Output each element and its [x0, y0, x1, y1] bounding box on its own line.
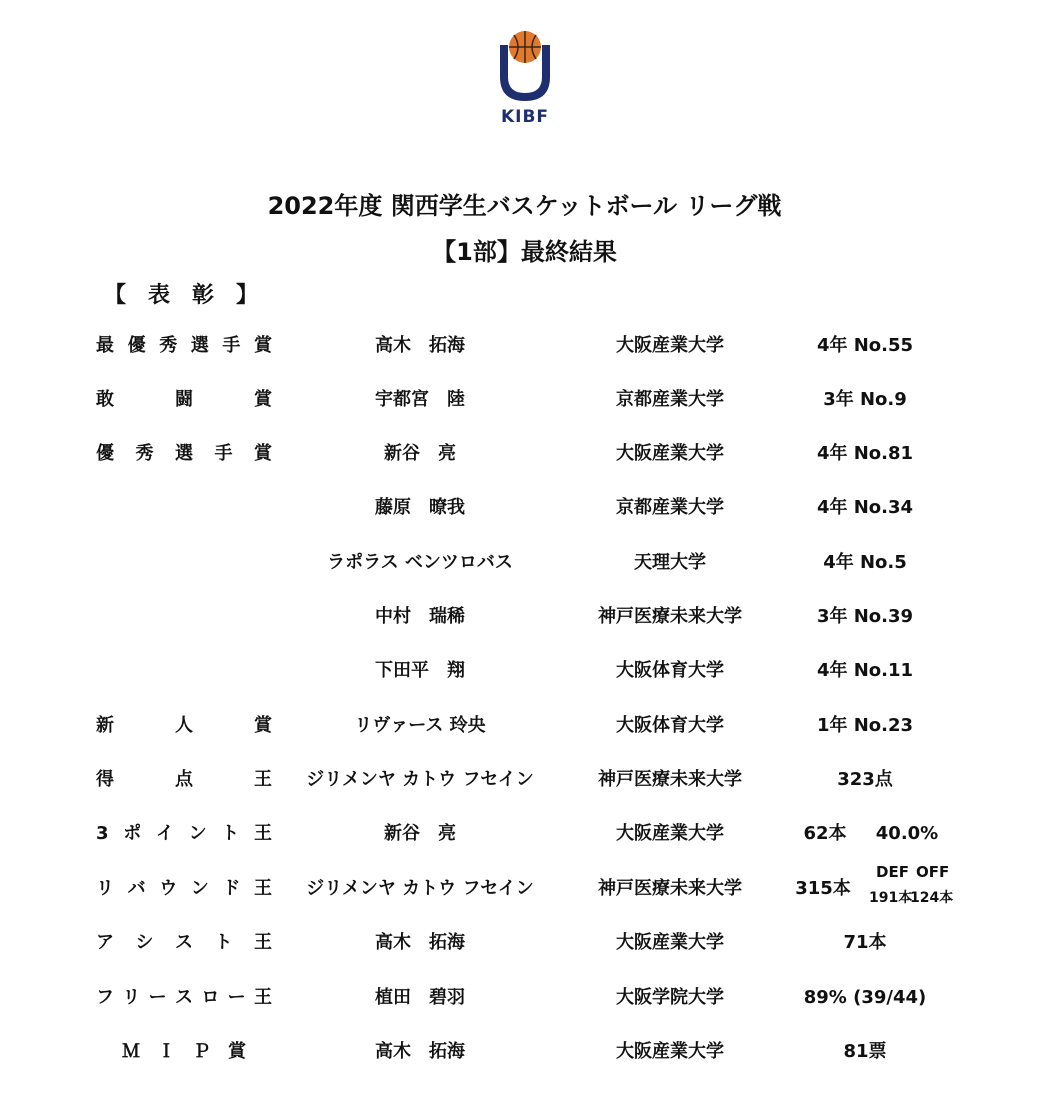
award-char: 点	[175, 769, 193, 790]
award-row	[0, 983, 1049, 1013]
award-stat: 315本	[795, 878, 851, 899]
award-row	[0, 1037, 1049, 1067]
award-char: Ｍ	[122, 1041, 140, 1062]
award-char: 3	[96, 823, 109, 844]
award-stat-percentage: 40.0%	[875, 823, 939, 844]
school-name: 天理大学	[634, 552, 706, 573]
school-name: 神戸医療未来大学	[598, 878, 742, 899]
player-name: ジリメンヤ カトウ フセイン	[306, 878, 534, 899]
award-char: 手	[214, 443, 233, 464]
award-char: フ	[96, 987, 114, 1008]
award-char: 手	[222, 335, 241, 356]
school-name: 大阪産業大学	[616, 1041, 724, 1062]
award-stat: 4年 No.81	[816, 443, 914, 464]
player-name: 植田 碧羽	[375, 987, 465, 1008]
school-name: 京都産業大学	[616, 389, 724, 410]
award-stat: 4年 No.5	[823, 552, 907, 573]
award-char: 秀	[135, 443, 154, 464]
award-row	[0, 548, 1049, 578]
award-char: 敢	[96, 389, 114, 410]
award-char: 秀	[159, 335, 178, 356]
player-name: ラポラス ベンツロバス	[327, 552, 513, 573]
award-char: 新	[96, 715, 114, 736]
kibf-logo	[492, 25, 558, 125]
award-char: 王	[253, 987, 272, 1008]
award-stat: 71本	[843, 932, 887, 953]
award-name	[96, 331, 272, 361]
award-char: バ	[127, 878, 146, 899]
school-name: 神戸医療未来大学	[598, 606, 742, 627]
award-char: ウ	[159, 878, 178, 899]
player-name: リヴァース 玲央	[354, 715, 486, 736]
award-char: ア	[96, 932, 114, 953]
school-name: 大阪体育大学	[616, 715, 724, 736]
award-row	[0, 765, 1049, 795]
award-char: 王	[253, 823, 272, 844]
award-char: ポ	[123, 823, 142, 844]
award-name	[122, 1037, 246, 1067]
award-char: 闘	[175, 389, 193, 410]
off-value: 124本	[910, 890, 954, 906]
def-value: 191本	[869, 890, 913, 906]
award-char: 人	[175, 715, 193, 736]
award-row	[0, 385, 1049, 415]
award-row	[0, 331, 1049, 361]
award-char: 得	[96, 769, 114, 790]
award-char: 賞	[254, 389, 272, 410]
award-row	[0, 928, 1049, 958]
player-name: 高木 拓海	[375, 932, 465, 953]
school-name: 京都産業大学	[616, 497, 724, 518]
school-name: 大阪産業大学	[616, 335, 724, 356]
award-stat: 4年 No.34	[816, 497, 914, 518]
award-row	[0, 439, 1049, 469]
award-stat: 4年 No.55	[816, 335, 914, 356]
award-stat: 81票	[843, 1041, 887, 1062]
page-subtitle: 【1部】最終結果	[432, 238, 617, 266]
award-row	[0, 493, 1049, 523]
award-stat: 3年 No.9	[823, 389, 907, 410]
award-char: Ｉ	[157, 1041, 176, 1062]
player-name: 高木 拓海	[375, 335, 465, 356]
def-label: DEF	[876, 863, 909, 881]
award-char: ト	[221, 823, 240, 844]
award-char: 優	[96, 443, 114, 464]
award-char: 最	[96, 335, 114, 356]
award-stat: 4年 No.11	[816, 660, 914, 681]
award-char: ス	[175, 932, 193, 953]
award-char: 選	[175, 443, 193, 464]
award-char: ス	[174, 987, 193, 1008]
award-char: ン	[190, 878, 209, 899]
award-row	[0, 863, 1049, 906]
player-name: 下田平 翔	[375, 660, 465, 681]
award-char: 賞	[254, 715, 272, 736]
award-char: 賞	[254, 443, 272, 464]
award-char: リ	[96, 878, 114, 899]
award-char: シ	[135, 932, 154, 953]
school-name: 神戸医療未来大学	[598, 769, 742, 790]
award-stat: 62本	[803, 823, 847, 844]
award-char: 優	[127, 335, 146, 356]
school-name: 大阪産業大学	[616, 932, 724, 953]
award-stat: 3年 No.39	[816, 606, 914, 627]
award-char: 王	[254, 932, 272, 953]
award-char: 選	[190, 335, 209, 356]
award-row	[0, 819, 1049, 849]
section-heading-awards: 【 表 彰 】	[104, 283, 259, 308]
player-name: 新谷 亮	[384, 443, 456, 464]
award-char: 王	[254, 769, 272, 790]
award-char: ン	[188, 823, 207, 844]
award-name	[96, 711, 272, 741]
player-name: 中村 瑞稀	[375, 606, 465, 627]
award-char: Ｐ	[192, 1041, 211, 1062]
award-name	[96, 385, 272, 415]
award-char: 王	[253, 878, 272, 899]
award-char: ー	[148, 987, 167, 1008]
award-name	[96, 439, 272, 469]
player-name: 宇都宮 陸	[375, 389, 465, 410]
award-stat: 323点	[837, 769, 893, 790]
school-name: 大阪学院大学	[616, 987, 724, 1008]
award-char: ド	[222, 878, 241, 899]
award-row	[0, 656, 1049, 686]
page-title: 2022年度 関西学生バスケットボール リーグ戦	[267, 192, 782, 220]
award-name	[96, 928, 272, 958]
award-stat: 1年 No.23	[816, 715, 914, 736]
player-name: 藤原 暸我	[375, 497, 465, 518]
award-char: ト	[214, 932, 233, 953]
player-name: 新谷 亮	[384, 823, 456, 844]
basketball-hoop-icon	[492, 25, 558, 105]
school-name: 大阪体育大学	[616, 660, 724, 681]
award-row	[0, 711, 1049, 741]
logo-text: KIBF	[500, 107, 550, 127]
award-char: ー	[227, 987, 246, 1008]
award-name	[96, 983, 272, 1013]
award-char: ロ	[201, 987, 220, 1008]
award-char: イ	[155, 823, 174, 844]
award-char: リ	[122, 987, 141, 1008]
award-stat: 89% (39/44)	[803, 987, 927, 1008]
award-char: 賞	[253, 335, 272, 356]
award-char: 賞	[227, 1041, 246, 1062]
school-name: 大阪産業大学	[616, 823, 724, 844]
player-name: 高木 拓海	[375, 1041, 465, 1062]
off-label: OFF	[916, 863, 950, 881]
player-name: ジリメンヤ カトウ フセイン	[306, 769, 534, 790]
school-name: 大阪産業大学	[616, 443, 724, 464]
award-name	[96, 765, 272, 795]
award-row	[0, 602, 1049, 632]
award-name	[96, 874, 272, 904]
award-name	[96, 819, 272, 849]
